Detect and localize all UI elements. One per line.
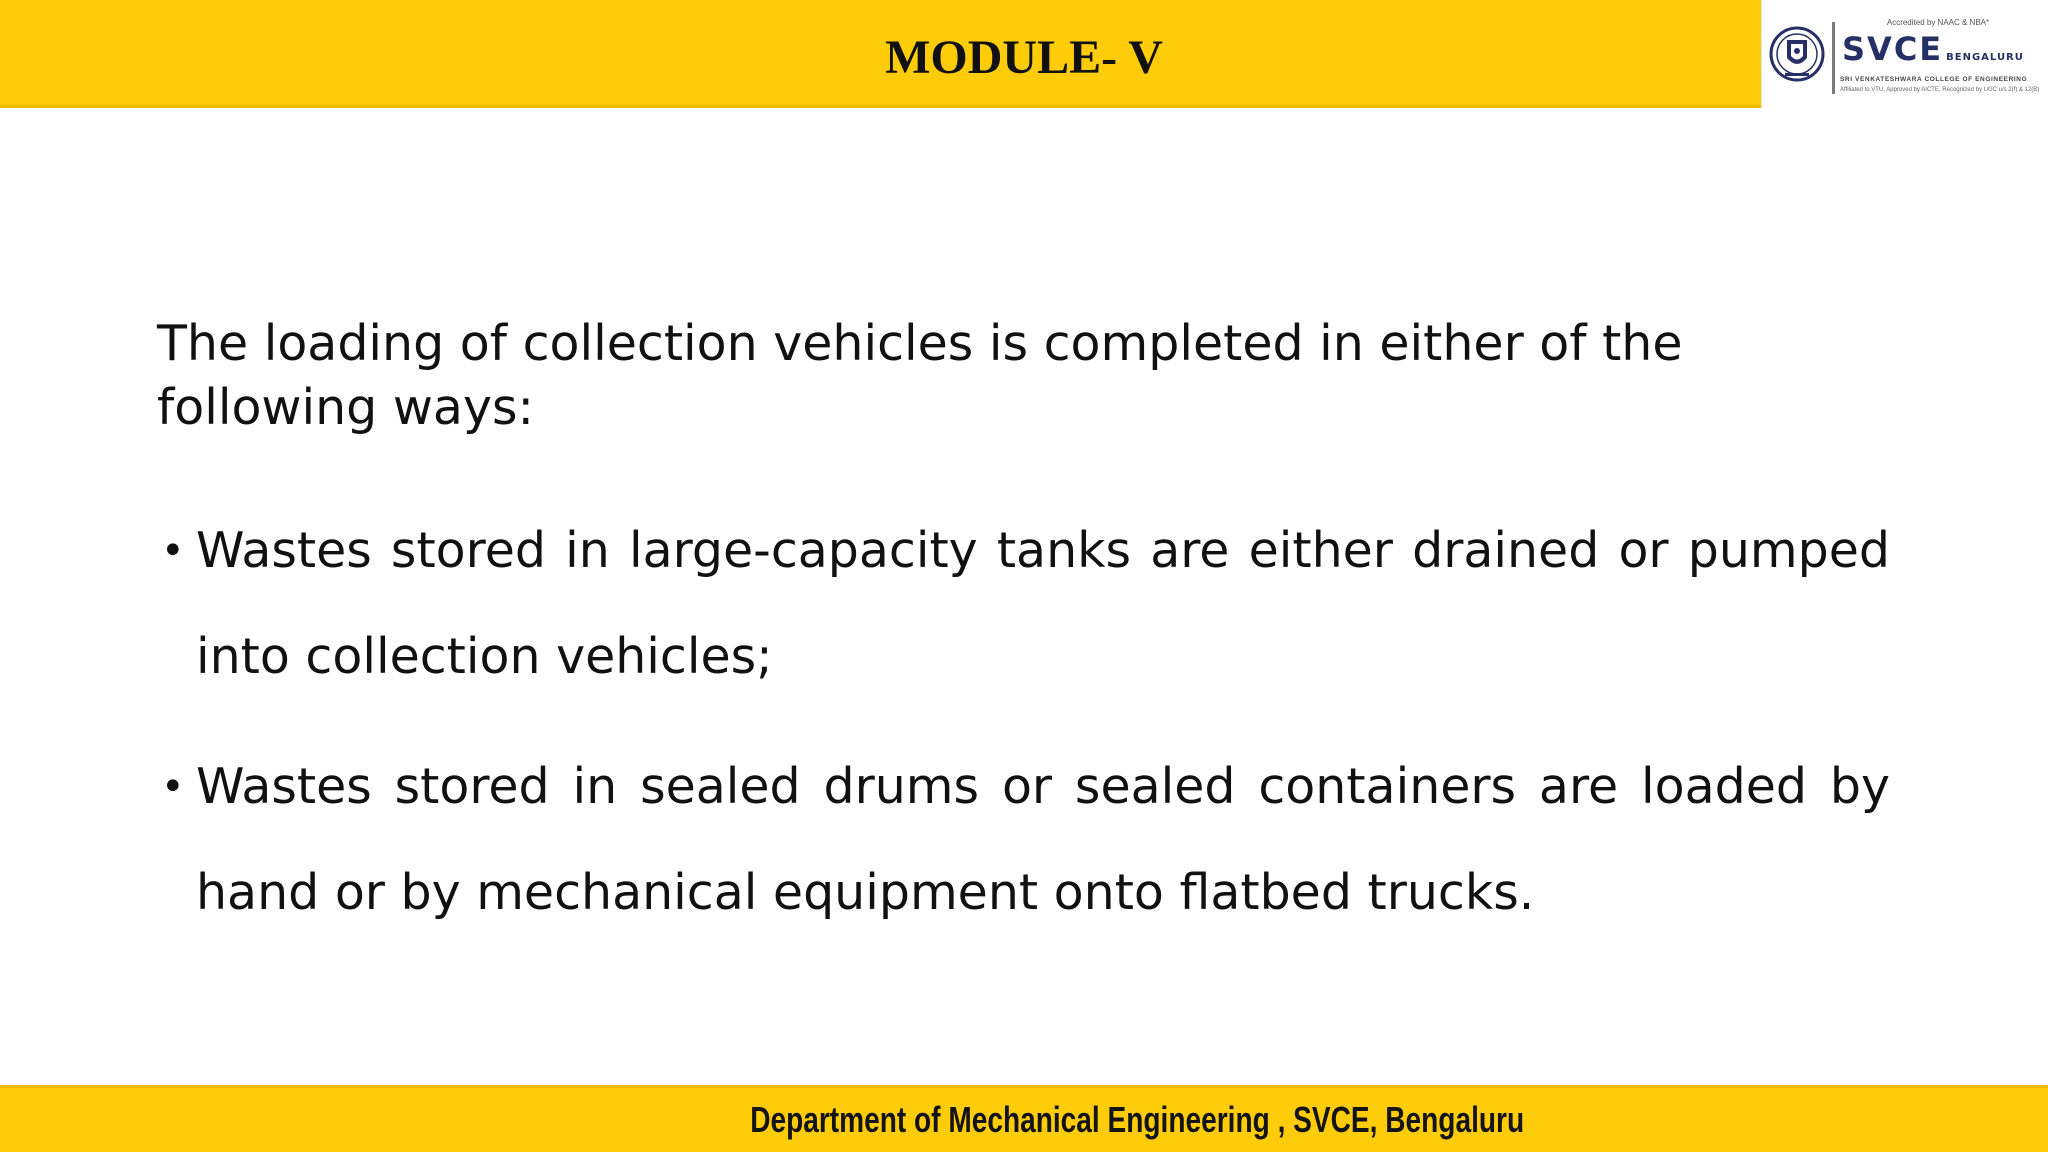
- logo-abbreviation: SVCE: [1842, 30, 1944, 68]
- bullet-item: [157, 498, 1890, 710]
- bullet-text: Wastes stored in sealed drums or sealed containers are loaded by hand or by mechanical equipment onto flatbed trucks.: [196, 758, 1890, 921]
- logo-full-name: SRI VENKATESHWARA COLLEGE OF ENGINEERING: [1840, 76, 2028, 83]
- college-emblem-icon: [1769, 10, 1825, 98]
- slide-body: [157, 312, 1890, 970]
- logo-accreditation: Accredited by NAAC & NBA*: [1886, 18, 1990, 27]
- slide-title: MODULE- V: [885, 31, 1163, 84]
- college-logo: [1761, 0, 2048, 108]
- bullet-item: [157, 734, 1890, 946]
- bullet-list: [157, 498, 1890, 946]
- logo-affiliation: Affiliated to VTU, Approved by AICTE, Recognized by UGC u/s 2(f) & 12(B): [1840, 87, 2040, 93]
- bullet-icon: •: [161, 528, 185, 574]
- footer-band: [0, 1085, 2048, 1152]
- bullet-text: Wastes stored in large-capacity tanks are either drained or pumped into collection vehicles;: [196, 522, 1890, 685]
- bullet-icon: •: [161, 764, 185, 810]
- logo-separator: [1832, 22, 1835, 94]
- logo-brand: [1842, 30, 2024, 68]
- footer-text: Department of Mechanical Engineering , SVCE, Bengaluru: [750, 1099, 1525, 1140]
- intro-paragraph: The loading of collection vehicles is completed in either of the following ways:: [157, 315, 1683, 436]
- logo-city: BENGALURU: [1946, 52, 2024, 63]
